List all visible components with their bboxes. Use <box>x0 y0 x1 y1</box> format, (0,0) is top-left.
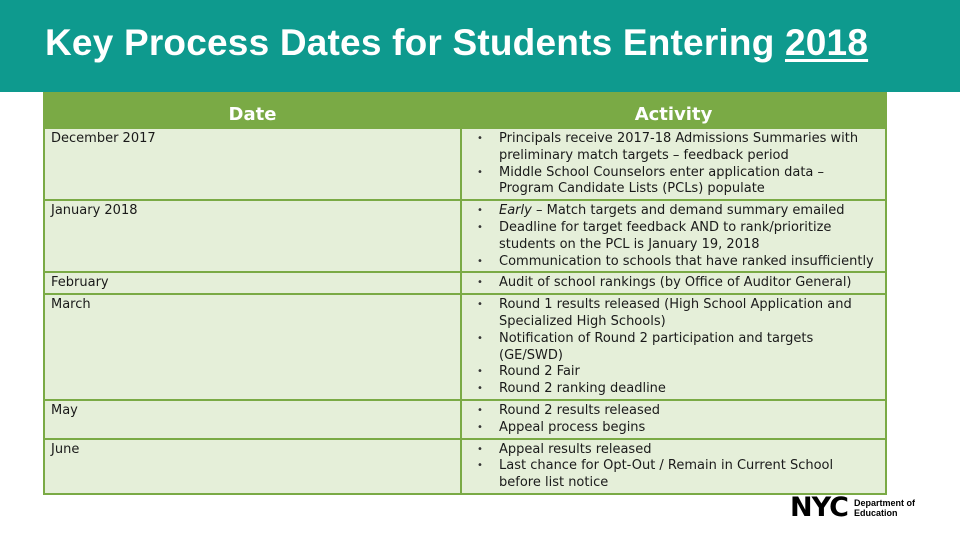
activity-list <box>468 131 879 198</box>
activity-text: Deadline for target feedback AND to rank/prioritize students on the PCL is January 19, 2018 <box>499 219 832 252</box>
slide-title <box>45 22 868 64</box>
table-row <box>44 294 886 400</box>
table-header-row <box>44 93 886 128</box>
activity-text: – Match targets and demand summary emailed <box>531 203 845 219</box>
activity-text: Middle School Counselors enter application data – Program Candidate Lists (PCLs) populate <box>499 164 825 197</box>
activity-text: Round 2 ranking deadline <box>499 381 666 397</box>
activity-item <box>468 381 879 398</box>
activity-text: Last chance for Opt-Out / Remain in Current School before list notice <box>499 458 834 491</box>
activity-text: Appeal process begins <box>499 419 646 435</box>
activity-list <box>468 275 879 292</box>
activity-list <box>468 297 879 398</box>
activity-list <box>468 203 879 270</box>
row-date: June <box>44 439 461 494</box>
title-banner <box>0 0 960 92</box>
activity-text: Principals receive 2017-18 Admissions Summaries with preliminary match targets – feedback period <box>499 131 859 163</box>
date-column-header: Date <box>44 93 461 128</box>
row-activities <box>461 128 886 200</box>
activity-text: Round 2 results released <box>499 402 661 418</box>
activity-list <box>468 442 879 492</box>
activity-item <box>468 203 879 220</box>
activity-list <box>468 403 879 437</box>
row-activities <box>461 200 886 272</box>
activity-text: Round 1 results released (High School Application and Specialized High Schools) <box>499 297 852 329</box>
table-row <box>44 272 886 294</box>
department-line-2: Education <box>854 508 898 518</box>
activity-item <box>468 331 879 365</box>
slide-title-year: 2018 <box>784 22 869 63</box>
activity-text: Appeal results released <box>499 441 652 457</box>
row-activities <box>461 439 886 494</box>
row-activities <box>461 294 886 400</box>
row-date: January 2018 <box>44 200 461 272</box>
row-activities <box>461 272 886 294</box>
row-activities <box>461 400 886 439</box>
table-row <box>44 128 886 200</box>
activity-item <box>468 165 879 199</box>
row-date: December 2017 <box>44 128 461 200</box>
activity-text: Round 2 Fair <box>499 364 580 380</box>
department-line-1: Department of <box>854 498 916 508</box>
activity-item <box>468 364 879 381</box>
activity-text: Audit of school rankings (by Office of Auditor General) <box>499 275 852 291</box>
department-name <box>854 498 915 518</box>
activity-text: Communication to schools that have ranked insufficiently <box>499 253 874 269</box>
row-date: March <box>44 294 461 400</box>
activity-item <box>468 297 879 331</box>
activity-item <box>468 131 879 165</box>
table-row <box>44 400 886 439</box>
key-dates-table <box>43 92 887 495</box>
activity-item <box>468 275 879 292</box>
activity-item <box>468 220 879 254</box>
activity-item <box>468 458 879 492</box>
activity-lead-emphasis: Early <box>499 203 532 219</box>
table-row <box>44 439 886 494</box>
row-date: May <box>44 400 461 439</box>
activity-column-header: Activity <box>461 93 886 128</box>
activity-text: Notification of Round 2 participation and targets (GE/SWD) <box>499 330 814 363</box>
activity-item <box>468 442 879 459</box>
activity-item <box>468 254 879 271</box>
activity-item <box>468 420 879 437</box>
nyc-logo-mark: NYC <box>790 492 849 523</box>
table-row <box>44 200 886 272</box>
activity-item <box>468 403 879 420</box>
nyc-doe-logo <box>790 493 915 523</box>
slide-title-prefix: Key Process Dates for Students Entering <box>45 22 785 63</box>
row-date: February <box>44 272 461 294</box>
